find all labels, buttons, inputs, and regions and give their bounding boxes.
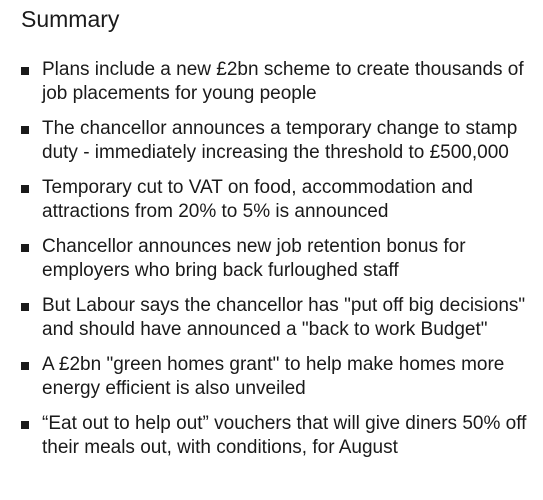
square-bullet-icon — [21, 421, 29, 429]
square-bullet-icon — [21, 67, 29, 75]
summary-list — [21, 58, 543, 460]
list-item — [21, 235, 543, 283]
square-bullet-icon — [21, 126, 29, 134]
square-bullet-icon — [21, 303, 29, 311]
list-item-text: But Labour says the chancellor has "put off big decisions" and should have announced a "back to work Budget" — [42, 295, 526, 340]
list-item — [21, 58, 543, 106]
list-item-text: A £2bn "green homes grant" to help make homes more energy efficient is also unveiled — [42, 354, 505, 399]
list-item-text: Plans include a new £2bn scheme to create thousands of job placements for young people — [42, 59, 524, 104]
square-bullet-icon — [21, 185, 29, 193]
summary-title: Summary — [21, 6, 120, 32]
list-item — [21, 353, 543, 401]
square-bullet-icon — [21, 362, 29, 370]
list-item-text: The chancellor announces a temporary change to stamp duty - immediately increasing the threshold to £500,000 — [42, 118, 518, 163]
square-bullet-icon — [21, 244, 29, 252]
list-item — [21, 176, 543, 224]
list-item-text: Temporary cut to VAT on food, accommodation and attractions from 20% to 5% is announced — [42, 177, 473, 222]
list-item-text: Chancellor announces new job retention bonus for employers who bring back furloughed staff — [42, 236, 466, 281]
list-item — [21, 117, 543, 165]
list-item — [21, 412, 543, 460]
list-item — [21, 294, 543, 342]
list-item-text: “Eat out to help out” vouchers that will give diners 50% off their meals out, with conditions, for August — [42, 413, 527, 458]
